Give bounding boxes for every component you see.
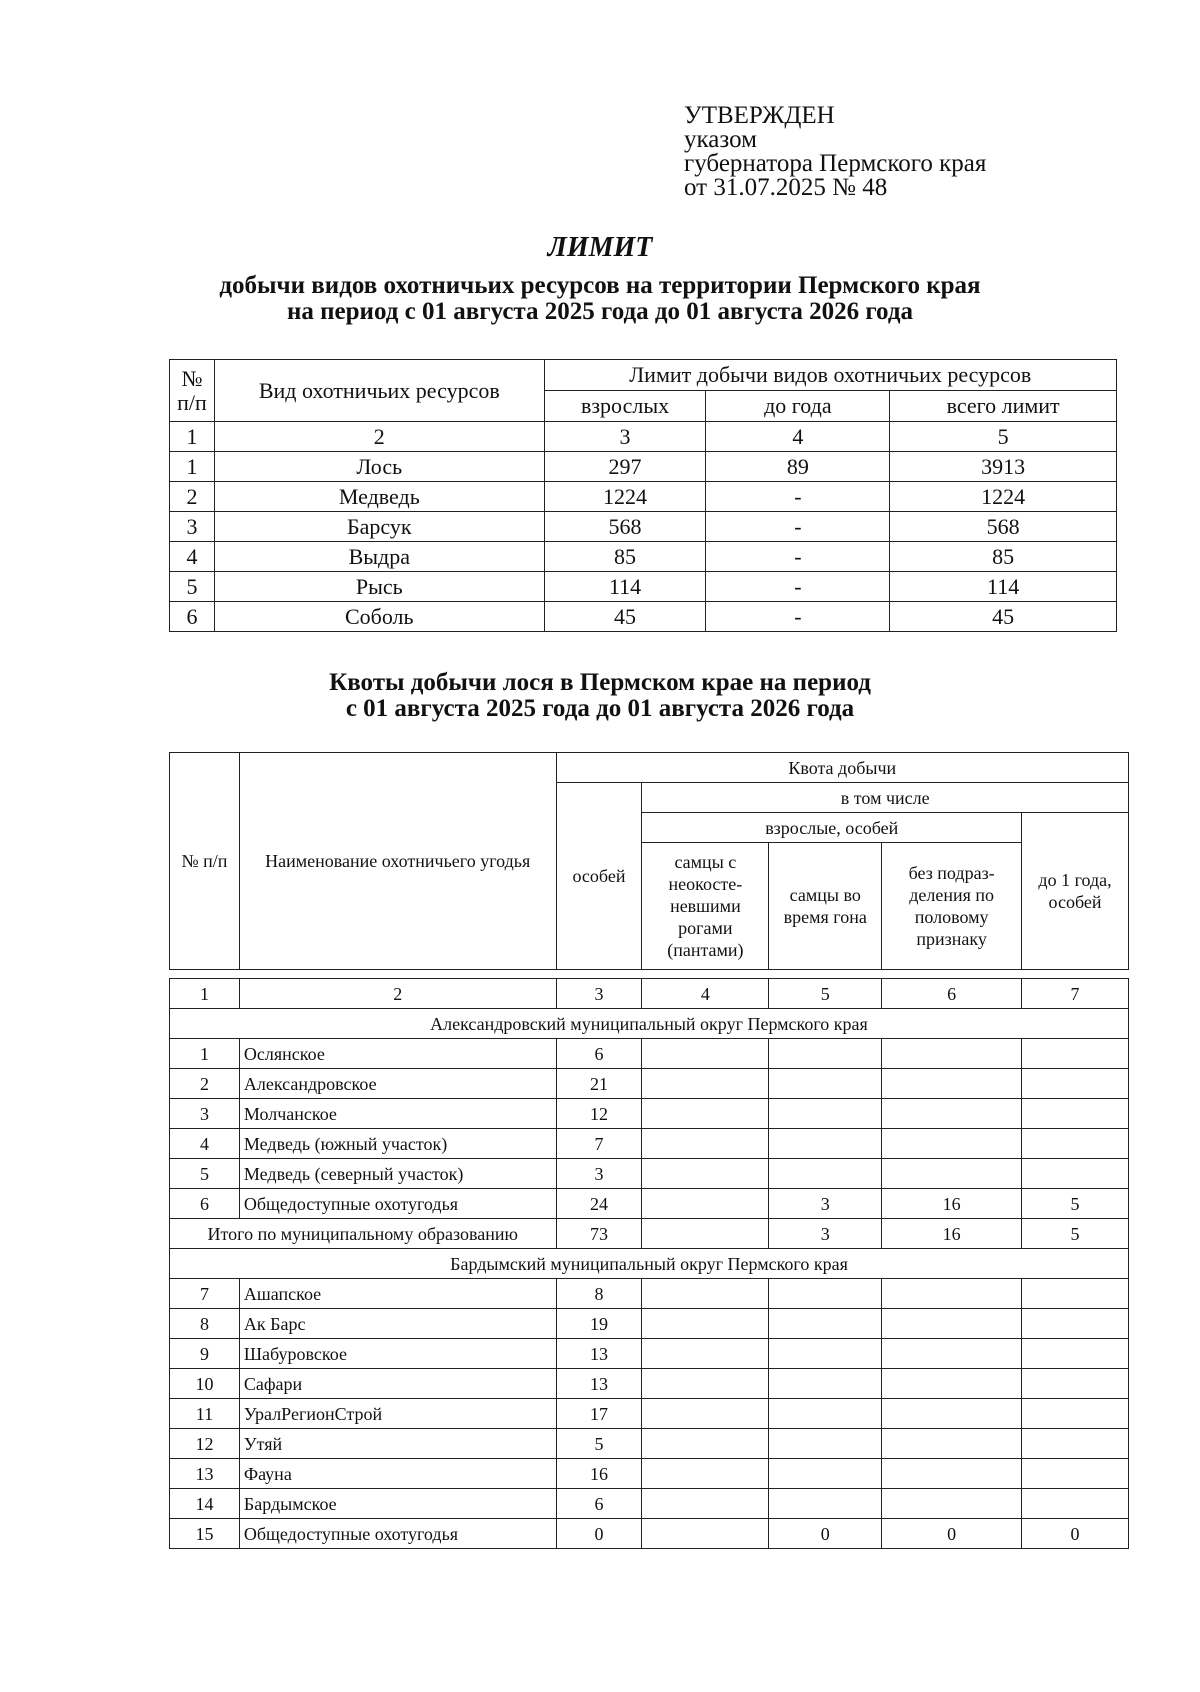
hunting-ground-name: Ашапское [239,1279,556,1309]
col-number: 2 [214,422,544,452]
row-number: 10 [170,1369,240,1399]
under-year-limit: - [706,542,890,572]
table-row [170,1489,1129,1519]
limit-header-group: Лимит добычи видов охотничьих ресурсов [544,360,1116,391]
table-row [170,452,1117,482]
quota-rut-males: 3 [769,1219,882,1249]
row-number: 3 [170,1099,240,1129]
hunting-ground-name: Александровское [239,1069,556,1099]
row-number: 9 [170,1339,240,1369]
quota-rut-males [769,1459,882,1489]
quota-rut-males [769,1429,882,1459]
hunting-ground-name: Молчанское [239,1099,556,1129]
quota-title [0,670,1200,722]
quota-individuals: 19 [556,1309,642,1339]
quota-velvet-males [642,1099,769,1129]
quota-rut-males [769,1069,882,1099]
quota-under-year [1022,1489,1129,1519]
table-row [170,1399,1129,1429]
under-year-limit: - [706,572,890,602]
quota-velvet-males [642,1219,769,1249]
table-row [170,1159,1129,1189]
header-gap [170,970,1129,979]
quota-header-adults: взрослые, особей [642,813,1022,843]
quota-no-sex [882,1159,1022,1189]
table-row [170,1189,1129,1219]
col-number: 4 [642,979,769,1009]
quota-rut-males [769,1309,882,1339]
quota-rut-males: 0 [769,1519,882,1549]
limit-title: ЛИМИТ [547,232,653,263]
quota-under-year [1022,1069,1129,1099]
quota-under-year [1022,1339,1129,1369]
approval-line-4: от 31.07.2025 № 48 [684,174,888,201]
quota-individuals: 5 [556,1429,642,1459]
quota-title-line-1: Квоты добычи лося в Пермском крае на период [329,669,871,696]
row-number: 4 [170,542,215,572]
row-number: 3 [170,512,215,542]
quota-rut-males [769,1039,882,1069]
adults-limit: 85 [544,542,706,572]
hunting-ground-name: Общедоступные охотугодья [239,1519,556,1549]
quota-under-year [1022,1159,1129,1189]
row-number: 15 [170,1519,240,1549]
quota-header-under-year: до 1 года, особей [1022,813,1129,970]
quota-velvet-males [642,1189,769,1219]
quota-rut-males [769,1369,882,1399]
quota-velvet-males [642,1459,769,1489]
quota-header-rut: самцы во время гона [769,843,882,970]
quota-no-sex: 16 [882,1189,1022,1219]
quota-velvet-males [642,1309,769,1339]
hunting-ground-name: Сафари [239,1369,556,1399]
col-number: 3 [544,422,706,452]
total-limit: 568 [890,512,1117,542]
hunting-ground-name: Ослянское [239,1039,556,1069]
total-limit: 45 [890,602,1117,632]
quota-individuals: 0 [556,1519,642,1549]
limit-header-num: № п/п [170,360,215,422]
limit-subtitle [0,273,1200,325]
row-number: 5 [170,1159,240,1189]
row-number: 1 [170,452,215,482]
approval-stamp [684,104,986,200]
table-row [170,1369,1129,1399]
quota-individuals: 21 [556,1069,642,1099]
limit-column-numbers [170,422,1117,452]
quota-no-sex [882,1459,1022,1489]
quota-under-year: 5 [1022,1189,1129,1219]
species-name: Соболь [214,602,544,632]
quota-header-velvet: самцы с неокосте- невшими рогами (пантами) [642,843,769,970]
quota-no-sex [882,1069,1022,1099]
row-number: 6 [170,1189,240,1219]
district-title: Александровский муниципальный округ Пермского края [170,1009,1129,1039]
hunting-ground-name: Медведь (северный участок) [239,1159,556,1189]
quota-no-sex [882,1399,1022,1429]
approval-line-2: указом [684,126,757,153]
limit-table [169,359,1117,632]
row-number: 8 [170,1309,240,1339]
species-name: Барсук [214,512,544,542]
quota-under-year [1022,1039,1129,1069]
quota-no-sex [882,1429,1022,1459]
quota-under-year [1022,1309,1129,1339]
quota-header-group: Квота добычи [556,753,1129,783]
quota-no-sex: 16 [882,1219,1022,1249]
quota-under-year [1022,1279,1129,1309]
hunting-ground-name: Ак Барс [239,1309,556,1339]
row-number: 7 [170,1279,240,1309]
col-number: 2 [239,979,556,1009]
quota-header-no-sex: без подраз- деления по половому признаку [882,843,1022,970]
adults-limit: 568 [544,512,706,542]
hunting-ground-name: Общедоступные охотугодья [239,1189,556,1219]
col-number: 4 [706,422,890,452]
hunting-ground-name: Бардымское [239,1489,556,1519]
quota-under-year [1022,1369,1129,1399]
total-row [170,1219,1129,1249]
quota-column-numbers [170,979,1129,1009]
limit-header-adults: взрослых [544,391,706,422]
table-row [170,1429,1129,1459]
table-row [170,1129,1129,1159]
row-number: 1 [170,1039,240,1069]
quota-under-year [1022,1399,1129,1429]
table-row [170,1519,1129,1549]
quota-no-sex [882,1309,1022,1339]
quota-individuals: 16 [556,1459,642,1489]
table-row [170,1339,1129,1369]
quota-header-num: № п/п [170,753,240,970]
quota-velvet-males [642,1069,769,1099]
limit-header-under-year: до года [706,391,890,422]
quota-under-year [1022,1459,1129,1489]
species-name: Медведь [214,482,544,512]
table-row [170,1099,1129,1129]
limit-subtitle-line-1: добычи видов охотничьих ресурсов на территории Пермского края [219,272,981,299]
quota-header-name: Наименование охотничьего угодья [239,753,556,970]
adults-limit: 114 [544,572,706,602]
limit-subtitle-line-2: на период с 01 августа 2025 года до 01 августа 2026 года [287,298,913,325]
under-year-limit: - [706,602,890,632]
species-name: Выдра [214,542,544,572]
quota-velvet-males [642,1519,769,1549]
row-number: 11 [170,1399,240,1429]
quota-table-body [170,1009,1129,1549]
quota-rut-males: 3 [769,1189,882,1219]
quota-under-year [1022,1129,1129,1159]
quota-velvet-males [642,1129,769,1159]
quota-individuals: 6 [556,1489,642,1519]
under-year-limit: 89 [706,452,890,482]
hunting-ground-name: Фауна [239,1459,556,1489]
quota-velvet-males [642,1039,769,1069]
quota-no-sex: 0 [882,1519,1022,1549]
adults-limit: 297 [544,452,706,482]
hunting-ground-name: Шабуровское [239,1339,556,1369]
hunting-ground-name: Медведь (южный участок) [239,1129,556,1159]
row-number: 2 [170,482,215,512]
quota-individuals: 13 [556,1369,642,1399]
species-name: Лось [214,452,544,482]
table-row [170,1279,1129,1309]
quota-individuals: 7 [556,1129,642,1159]
row-number: 4 [170,1129,240,1159]
group-header-row [170,1009,1129,1039]
table-row [170,1459,1129,1489]
table-row [170,482,1117,512]
quota-rut-males [769,1159,882,1189]
quota-header-including: в том числе [642,783,1129,813]
quota-individuals: 3 [556,1159,642,1189]
row-number: 6 [170,602,215,632]
col-number: 5 [890,422,1117,452]
total-limit: 1224 [890,482,1117,512]
col-number: 5 [769,979,882,1009]
limit-header-total: всего лимит [890,391,1117,422]
under-year-limit: - [706,482,890,512]
col-number: 7 [1022,979,1129,1009]
row-number: 5 [170,572,215,602]
quota-rut-males [769,1489,882,1519]
quota-rut-males [769,1339,882,1369]
quota-rut-males [769,1129,882,1159]
quota-under-year: 5 [1022,1219,1129,1249]
hunting-ground-name: Утяй [239,1429,556,1459]
quota-no-sex [882,1369,1022,1399]
quota-velvet-males [642,1399,769,1429]
quota-individuals: 12 [556,1099,642,1129]
quota-individuals: 24 [556,1189,642,1219]
table-row [170,512,1117,542]
quota-no-sex [882,1339,1022,1369]
quota-individuals: 17 [556,1399,642,1429]
quota-velvet-males [642,1159,769,1189]
col-number: 1 [170,422,215,452]
total-limit: 85 [890,542,1117,572]
quota-header-individuals: особей [556,783,642,970]
row-number: 12 [170,1429,240,1459]
table-row [170,1309,1129,1339]
total-limit: 114 [890,572,1117,602]
table-row [170,1039,1129,1069]
col-number: 1 [170,979,240,1009]
row-number: 14 [170,1489,240,1519]
quota-velvet-males [642,1429,769,1459]
group-header-row [170,1249,1129,1279]
total-label: Итого по муниципальному образованию [170,1219,557,1249]
quota-under-year: 0 [1022,1519,1129,1549]
col-number: 3 [556,979,642,1009]
quota-rut-males [769,1099,882,1129]
species-name: Рысь [214,572,544,602]
quota-rut-males [769,1399,882,1429]
adults-limit: 1224 [544,482,706,512]
district-title: Бардымский муниципальный округ Пермского края [170,1249,1129,1279]
adults-limit: 45 [544,602,706,632]
quota-no-sex [882,1489,1022,1519]
limit-table-body [170,452,1117,632]
quota-no-sex [882,1279,1022,1309]
quota-individuals: 8 [556,1279,642,1309]
quota-individuals: 6 [556,1039,642,1069]
quota-individuals: 13 [556,1339,642,1369]
quota-no-sex [882,1129,1022,1159]
quota-velvet-males [642,1279,769,1309]
approval-line-3: губернатора Пермского края [684,150,987,177]
quota-under-year [1022,1429,1129,1459]
quota-velvet-males [642,1489,769,1519]
limit-header-species: Вид охотничьих ресурсов [214,360,544,422]
row-number: 13 [170,1459,240,1489]
table-row [170,602,1117,632]
col-number: 6 [882,979,1022,1009]
quota-no-sex [882,1039,1022,1069]
under-year-limit: - [706,512,890,542]
quota-rut-males [769,1279,882,1309]
quota-individuals: 73 [556,1219,642,1249]
hunting-ground-name: УралРегионСтрой [239,1399,556,1429]
total-limit: 3913 [890,452,1117,482]
quota-table [169,752,1129,1549]
quota-velvet-males [642,1369,769,1399]
quota-title-line-2: с 01 августа 2025 года до 01 августа 2026 года [345,695,855,722]
quota-velvet-males [642,1339,769,1369]
approval-line-1: УТВЕРЖДЕН [684,102,835,129]
quota-no-sex [882,1099,1022,1129]
table-row [170,1069,1129,1099]
row-number: 2 [170,1069,240,1099]
quota-under-year [1022,1099,1129,1129]
table-row [170,572,1117,602]
table-row [170,542,1117,572]
